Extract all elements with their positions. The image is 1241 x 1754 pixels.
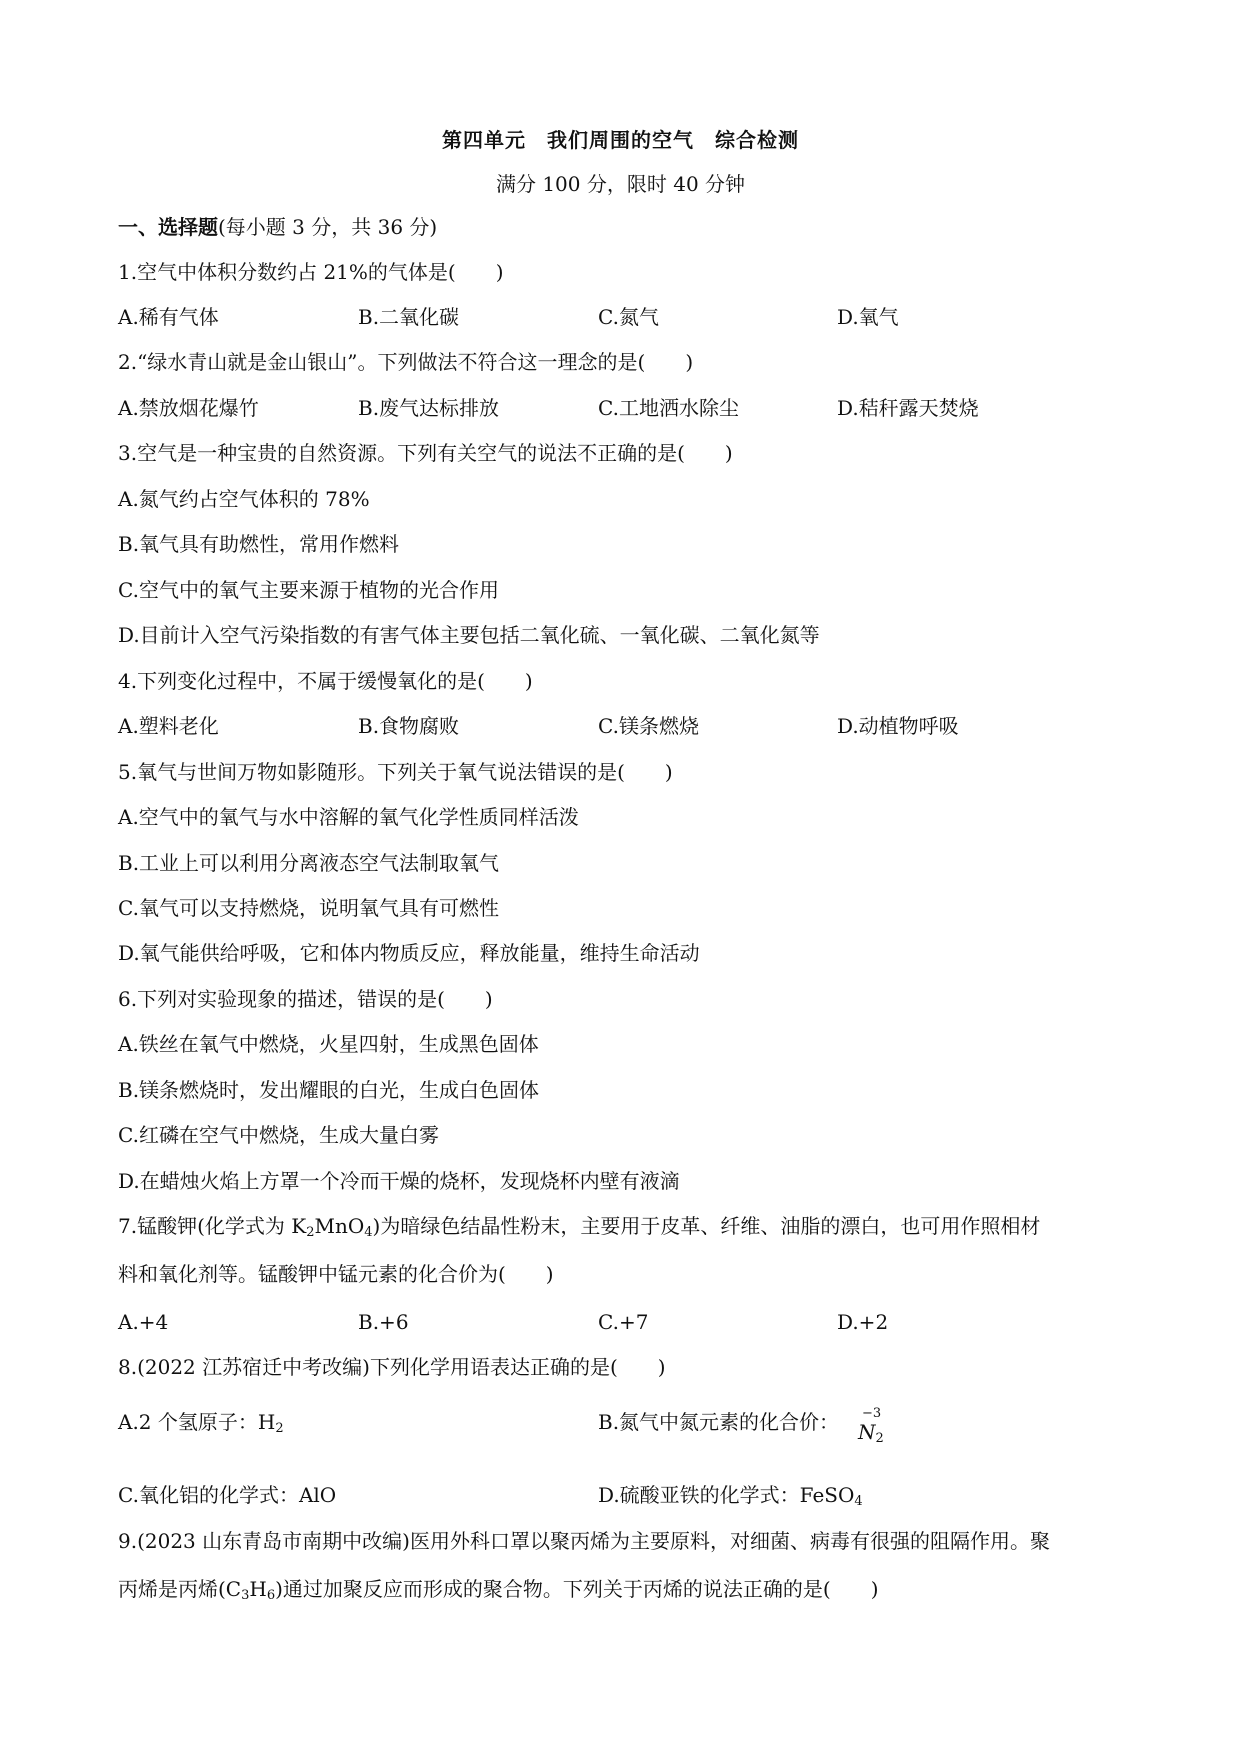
question-5-option-c: C.氧气可以支持燃烧，说明氧气具有可燃性: [118, 896, 499, 920]
page-title: 第四单元 我们周围的空气 综合检测: [442, 128, 799, 152]
question-5-option-b: B.工业上可以利用分离液态空气法制取氧气: [118, 851, 500, 875]
question-4-option-c: C.镁条燃烧: [598, 714, 699, 738]
question-5-option-d: D.氧气能供给呼吸，它和体内物质反应，释放能量，维持生命活动: [118, 941, 700, 965]
section-name: 一、选择题: [118, 215, 218, 239]
question-3-option-b: B.氧气具有助燃性，常用作燃料: [118, 532, 400, 556]
question-3-stem: 3.空气是一种宝贵的自然资源。下列有关空气的说法不正确的是( ): [118, 441, 733, 465]
question-9-stem-line-2: [118, 1575, 879, 1610]
question-3-option-d: D.目前计入空气污染指数的有害气体主要包括二氧化硫、一氧化碳、二氧化氮等: [118, 623, 820, 647]
valence-superscript: −3: [862, 1406, 882, 1421]
question-1-option-a: A.稀有气体: [118, 305, 219, 329]
q7-text-3: )为暗绿色结晶性粉末，主要用于皮革、纤维、油脂的漂白，也可用作照相材: [372, 1214, 1041, 1238]
question-3-option-c: C.空气中的氧气主要来源于植物的光合作用: [118, 578, 499, 602]
page-subtitle: 满分 100 分，限时 40 分钟: [495, 172, 746, 196]
question-8-option-a: [118, 1408, 284, 1443]
nitrogen-valence-formula: [858, 1406, 884, 1449]
q8-d-text: D.硫酸亚铁的化学式：FeSO: [598, 1483, 855, 1507]
question-6-option-a: A.铁丝在氧气中燃烧，火星四射，生成黑色固体: [118, 1032, 539, 1056]
question-7-option-b: B.+6: [358, 1310, 409, 1334]
question-6-stem: 6.下列对实验现象的描述，错误的是( ): [118, 987, 493, 1011]
question-5-stem: 5.氧气与世间万物如影随形。下列关于氧气说法错误的是( ): [118, 760, 673, 784]
question-8-option-d: [598, 1481, 863, 1516]
question-4-option-a: A.塑料老化: [118, 714, 219, 738]
q8-a-text: A.2 个氢原子：H: [118, 1410, 276, 1434]
q9-text-2: H: [249, 1577, 267, 1601]
question-1-stem: 1.空气中体积分数约占 21%的气体是( ): [118, 260, 504, 284]
q9-text-3: )通过加聚反应而形成的聚合物。下列关于丙烯的说法正确的是( ): [275, 1577, 879, 1601]
question-1-option-b: B.二氧化碳: [358, 305, 460, 329]
question-7-stem: [118, 1212, 1040, 1247]
question-4-option-d: D.动植物呼吸: [837, 714, 959, 738]
question-3-option-a: A.氮气约占空气体积的 78%: [118, 487, 370, 511]
q8-d-sub: 4: [854, 1494, 863, 1509]
valence-symbol: N: [858, 1420, 876, 1444]
q7-text-2: MnO: [314, 1214, 365, 1238]
question-9-stem: 9.(2023 山东青岛市南期中改编)医用外科口罩以聚丙烯为主要原料，对细菌、病毒有很强的阻隔作用。聚: [118, 1529, 1050, 1553]
section-note: (每小题 3 分，共 36 分): [218, 215, 438, 239]
question-1-option-c: C.氮气: [598, 305, 659, 329]
question-2-option-b: B.废气达标排放: [358, 396, 500, 420]
question-2-option-d: D.秸秆露天焚烧: [837, 396, 979, 420]
question-8-stem: 8.(2022 江苏宿迁中考改编)下列化学用语表达正确的是( ): [118, 1355, 666, 1379]
question-7-option-c: C.+7: [598, 1310, 649, 1334]
q7-text-1: 7.锰酸钾(化学式为 K: [118, 1214, 307, 1238]
q9-sub-1: 3: [241, 1588, 250, 1603]
question-8-option-b: B.氮气中氮元素的化合价：: [598, 1410, 840, 1434]
question-1-option-d: D.氧气: [837, 305, 899, 329]
q8-a-sub: 2: [275, 1421, 284, 1436]
question-4-stem: 4.下列变化过程中，不属于缓慢氧化的是( ): [118, 669, 533, 693]
question-4-option-b: B.食物腐败: [358, 714, 460, 738]
q9-text-1: 丙烯是丙烯(C: [118, 1577, 242, 1601]
question-7-stem-line-2: 料和氧化剂等。锰酸钾中锰元素的化合价为( ): [118, 1262, 554, 1286]
question-6-option-c: C.红磷在空气中燃烧，生成大量白雾: [118, 1123, 439, 1147]
question-7-option-a: A.+4: [118, 1310, 169, 1334]
question-2-stem: 2.“绿水青山就是金山银山”。下列做法不符合这一理念的是( ): [118, 350, 694, 374]
q7-sub-1: 2: [306, 1225, 315, 1240]
question-6-option-d: D.在蜡烛火焰上方罩一个冷而干燥的烧杯，发现烧杯内壁有液滴: [118, 1169, 680, 1193]
section-heading: [118, 213, 437, 241]
question-8-option-c: C.氧化铝的化学式：AlO: [118, 1483, 337, 1507]
question-2-option-a: A.禁放烟花爆竹: [118, 396, 259, 420]
q7-sub-2: 4: [364, 1225, 373, 1240]
question-7-option-d: D.+2: [837, 1310, 889, 1334]
question-2-option-c: C.工地洒水除尘: [598, 396, 739, 420]
question-5-option-a: A.空气中的氧气与水中溶解的氧气化学性质同样活泼: [118, 805, 579, 829]
valence-subscript: 2: [875, 1431, 884, 1446]
question-6-option-b: B.镁条燃烧时，发出耀眼的白光，生成白色固体: [118, 1078, 540, 1102]
q9-sub-2: 6: [266, 1588, 276, 1603]
